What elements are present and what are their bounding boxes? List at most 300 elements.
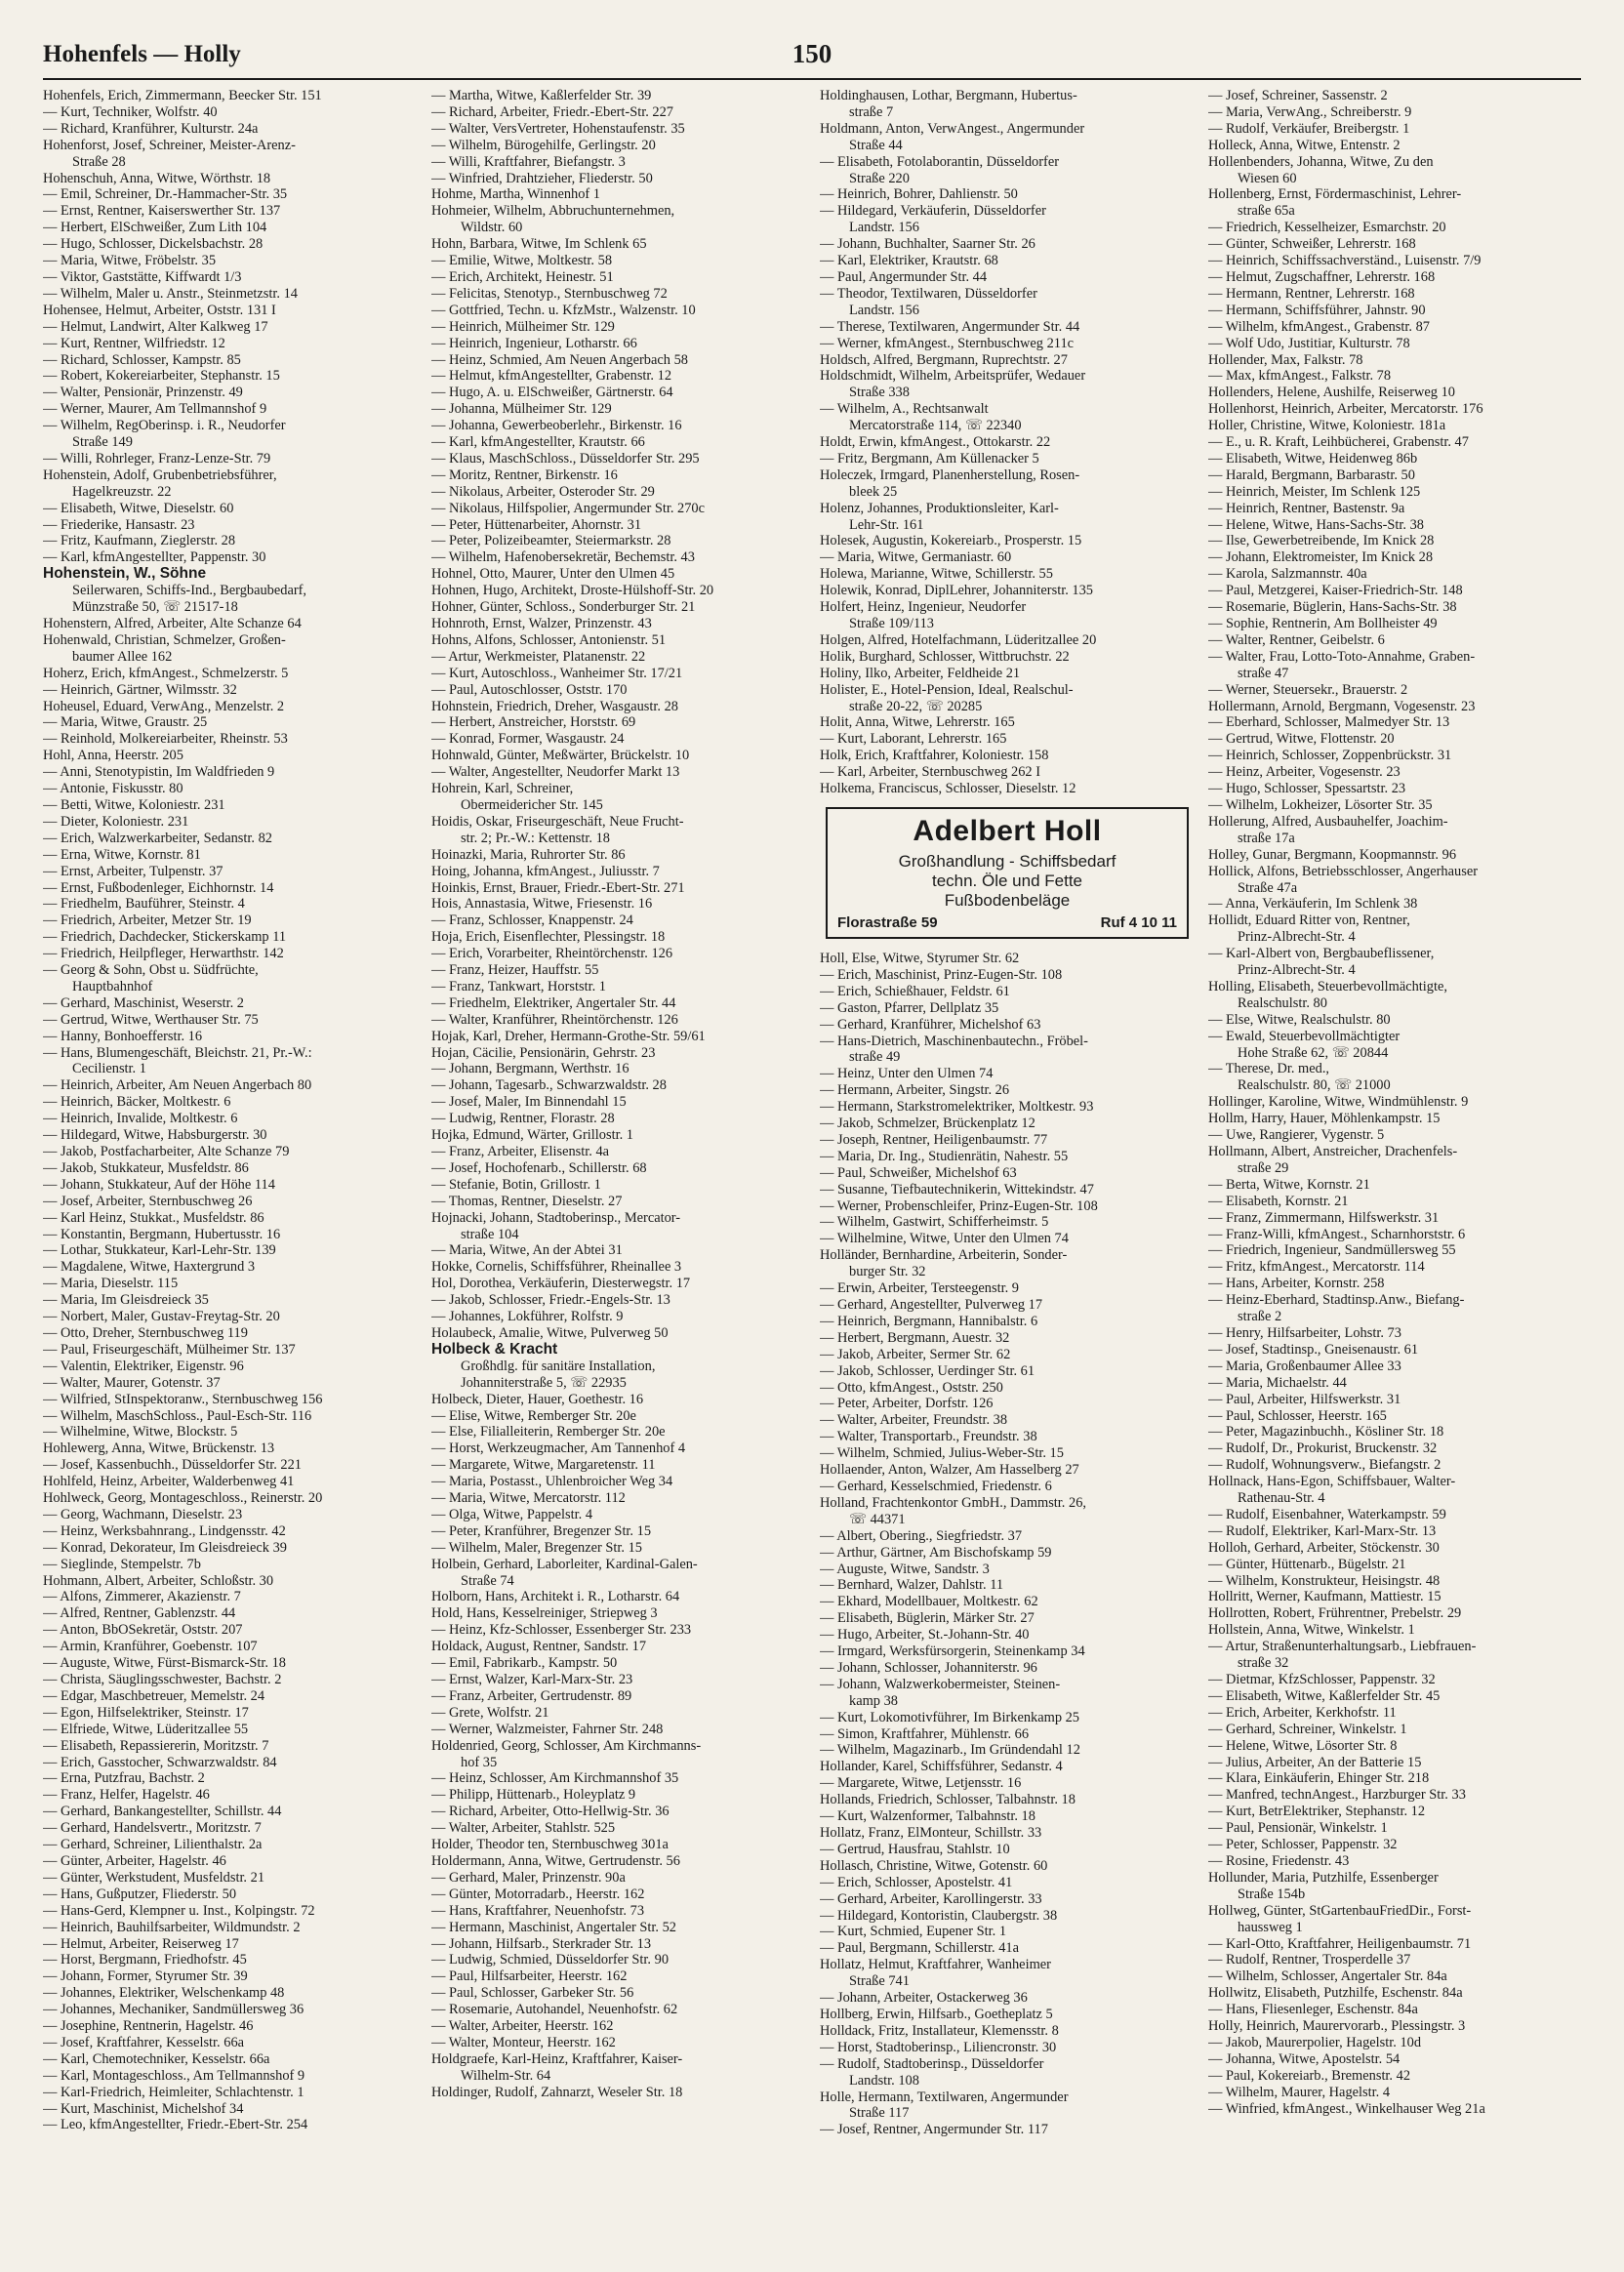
directory-entry: — Ernst, Rentner, Kaiserswerther Str. 137 (43, 203, 281, 220)
directory-entry: Hohlewerg, Anna, Witwe, Brückenstr. 13 (43, 1440, 275, 1457)
directory-entry: Hol, Dorothea, Verkäuferin, Diesterwegstr. 17 (431, 1276, 691, 1292)
directory-entry: — Hans, Fliesenleger, Eschenstr. 84a (1208, 2002, 1418, 2018)
directory-entry: Hollberg, Erwin, Hilfsarb., Goetheplatz 5 (820, 2006, 1053, 2022)
directory-entry: — Winfried, Drahtzieher, Fliederstr. 50 (431, 170, 653, 186)
directory-entry: — Karl, Arbeiter, Sternbuschweg 262 I (820, 764, 1041, 781)
directory-entry: — Elisabeth, Repassiererin, Moritzstr. 7 (43, 1737, 269, 1754)
directory-entry: — Fritz, kfmAngest., Mercatorstr. 114 (1208, 1259, 1425, 1276)
directory-entry: — Otto, kfmAngest., Oststr. 250 (820, 1379, 1003, 1396)
entry-continuation: Straße 117 (849, 2105, 910, 2122)
directory-entry: — Heinz, Werksbahnrang., Lindgensstr. 42 (43, 1522, 286, 1539)
directory-entry: — Gaston, Pfarrer, Dellplatz 35 (820, 999, 999, 1016)
directory-entry: — Karl, Chemotechniker, Kesselstr. 66a (43, 2050, 270, 2067)
directory-entry: Hollenberg, Ernst, Fördermaschinist, Lehrer- (1208, 186, 1462, 203)
directory-entry: — Bernhard, Walzer, Dahlstr. 11 (820, 1577, 1004, 1594)
directory-entry: — Kurt, Autoschloss., Wanheimer Str. 17/21 (431, 665, 683, 681)
entry-continuation: Landstr. 156 (849, 302, 919, 318)
directory-entry: — Kurt, Lokomotivführer, Im Birkenkamp 25 (820, 1709, 1080, 1725)
directory-entry: — Norbert, Maler, Gustav-Freytag-Str. 20 (43, 1309, 280, 1325)
directory-entry: — Maria, Postasst., Uhlenbroicher Weg 34 (431, 1474, 673, 1490)
directory-entry: Holdschmidt, Wilhelm, Arbeitsprüfer, Wedauer (820, 368, 1086, 385)
directory-entry: — Gerhard, Angestellter, Pulverweg 17 (820, 1297, 1043, 1313)
directory-entry: Holleck, Anna, Witwe, Entenstr. 2 (1208, 137, 1401, 153)
directory-entry: — Karl, Montageschloss., Am Tellmannshof 9 (43, 2067, 305, 2084)
directory-entry: — Josef, Schreiner, Sassenstr. 2 (1208, 88, 1388, 103)
directory-entry: — Jakob, Stukkateur, Musfeldstr. 86 (43, 1159, 249, 1176)
directory-entry: — Paul, Arbeiter, Hilfswerkstr. 31 (1208, 1391, 1401, 1407)
directory-entry: — Günter, Schweißer, Lehrerstr. 168 (1208, 236, 1416, 253)
directory-entry: Hoing, Johanna, kfmAngest., Juliusstr. 7 (431, 863, 660, 879)
entry-continuation: straße 104 (461, 1226, 519, 1242)
entry-continuation: Prinz-Albrecht-Str. 4 (1238, 929, 1356, 946)
ad-street: Florastraße 59 (837, 913, 938, 931)
directory-entry: Hollaender, Anton, Walzer, Am Hasselberg 27 (820, 1462, 1079, 1479)
directory-entry: — Jakob, Arbeiter, Sermer Str. 62 (820, 1346, 1011, 1362)
directory-entry: — Auguste, Witwe, Fürst-Bismarck-Str. 18 (43, 1655, 286, 1672)
directory-entry: — Moritz, Rentner, Birkenstr. 16 (431, 467, 618, 483)
directory-entry: Holbein, Gerhard, Laborleiter, Kardinal-Galen- (431, 1556, 698, 1572)
directory-entry: — Felicitas, Stenotyp., Sternbuschweg 72 (431, 285, 668, 302)
entry-continuation: Straße 28 (72, 153, 126, 170)
directory-entry: Holley, Gunar, Bergmann, Koopmannstr. 96 (1208, 846, 1457, 863)
directory-entry: — Heinrich, Schlosser, Zoppenbrückstr. 31 (1208, 748, 1452, 764)
directory-entry: — Robert, Kokereiarbeiter, Stephanstr. 15 (43, 368, 280, 385)
directory-entry: — Jakob, Schmelzer, Brückenplatz 12 (820, 1116, 1035, 1132)
directory-entry: Hollatz, Helmut, Kraftfahrer, Wanheimer (820, 1957, 1051, 1973)
directory-entry: — Heinrich, Schiffssachverständ., Luisenstr. 7/9 (1208, 253, 1482, 269)
entry-continuation: Straße 74 (461, 1572, 514, 1589)
directory-entry: — Gertrud, Witwe, Werthauser Str. 75 (43, 1011, 259, 1028)
directory-entry: — Richard, Arbeiter, Friedr.-Ebert-Str. 227 (431, 103, 674, 120)
directory-entry: Holdack, August, Rentner, Sandstr. 17 (431, 1639, 647, 1655)
directory-entry: — Hanny, Bonhoefferstr. 16 (43, 1028, 203, 1044)
directory-entry: — Margarete, Witwe, Letjensstr. 16 (820, 1775, 1022, 1792)
directory-entry: Hollidt, Eduard Ritter von, Rentner, (1208, 913, 1410, 929)
directory-entry: — Heinrich, Arbeiter, Am Neuen Angerbach 80 (43, 1077, 312, 1094)
directory-entry: — Johanna, Gewerbeoberlehr., Birkenstr. 16 (431, 418, 682, 434)
directory-entry: — Wilhelm, Schlosser, Angertaler Str. 84a (1208, 1968, 1447, 1985)
directory-entry: — Josef, Rentner, Angermunder Str. 117 (820, 2122, 1048, 2138)
directory-entry: — Ludwig, Schmied, Düsseldorfer Str. 90 (431, 1952, 670, 1968)
entry-continuation: Münzstraße 50, ☏ 21517-18 (72, 599, 238, 616)
directory-entry: — Franz-Willi, kfmAngest., Scharnhorststr. 6 (1208, 1226, 1466, 1242)
directory-entry: — Heinz, Arbeiter, Vogesenstr. 23 (1208, 764, 1401, 781)
directory-entry: — Reinhold, Molkereiarbeiter, Rheinstr. 53 (43, 731, 288, 748)
directory-entry: — Wilhelm, Konstrukteur, Heisingstr. 48 (1208, 1572, 1441, 1589)
directory-entry: — Lothar, Stukkateur, Karl-Lehr-Str. 139 (43, 1242, 276, 1259)
directory-entry: — Nikolaus, Arbeiter, Osteroder Str. 29 (431, 483, 655, 500)
directory-entry: — Anni, Stenotypistin, Im Waldfrieden 9 (43, 764, 275, 781)
directory-entry: — Ilse, Gewerbetreibende, Im Knick 28 (1208, 533, 1435, 549)
directory-entry: — Antonie, Fiskusstr. 80 (43, 781, 183, 797)
directory-entry: Hoinazki, Maria, Ruhrorter Str. 86 (431, 846, 626, 863)
directory-entry: — Rudolf, Eisenbahner, Waterkampstr. 59 (1208, 1506, 1446, 1522)
entry-continuation: straße 65a (1238, 203, 1295, 220)
directory-entry: — Kurt, Maschinist, Michelshof 34 (43, 2100, 244, 2117)
directory-entry: — Else, Witwe, Realschulstr. 80 (1208, 1011, 1391, 1028)
directory-entry: — Rudolf, Dr., Prokurist, Bruckenstr. 32 (1208, 1440, 1438, 1457)
directory-entry: — Wilhelmine, Witwe, Blockstr. 5 (43, 1424, 238, 1440)
entry-continuation: Mercatorstraße 114, ☏ 22340 (849, 418, 1022, 434)
directory-entry: — Julius, Arbeiter, An der Batterie 15 (1208, 1754, 1422, 1770)
entry-continuation: Rathenau-Str. 4 (1238, 1490, 1325, 1507)
directory-entry: — Wilhelm, Magazinarb., Im Gründendahl 12 (820, 1742, 1080, 1759)
directory-entry: Hollstein, Anna, Witwe, Winkelstr. 1 (1208, 1622, 1415, 1639)
directory-entry: — Max, kfmAngest., Falkstr. 78 (1208, 368, 1392, 385)
directory-entry: — Wilhelm, A., Rechtsanwalt (820, 401, 989, 418)
directory-entry: — Magdalene, Witwe, Haxtergrund 3 (43, 1259, 256, 1276)
directory-entry: — Wilhelm, Maler, Bregenzer Str. 15 (431, 1539, 642, 1556)
directory-entry: — Rudolf, Verkäufer, Breibergstr. 1 (1208, 120, 1410, 137)
directory-entry: — Franz, Heizer, Hauffstr. 55 (431, 962, 599, 979)
directory-entry: Hohlweck, Georg, Montageschloss., Reinerstr. 20 (43, 1490, 323, 1507)
ad-line: Fußbodenbeläge (944, 890, 1071, 910)
directory-entry: — Paul, Schlosser, Heerstr. 165 (1208, 1407, 1387, 1424)
directory-entry: — Heinrich, Invalide, Moltkestr. 6 (43, 1111, 238, 1127)
directory-entry: Holldack, Fritz, Installateur, Klemensstr. 8 (820, 2022, 1059, 2039)
directory-entry: — Paul, Hilfsarbeiter, Heerstr. 162 (431, 1968, 628, 1985)
directory-entry: — Hermann, Schiffsführer, Jahnstr. 90 (1208, 302, 1426, 318)
directory-entry: Hohl, Anna, Heerstr. 205 (43, 748, 183, 764)
directory-entry: — Henry, Hilfsarbeiter, Lohstr. 73 (1208, 1324, 1401, 1341)
directory-entry: Holit, Anna, Witwe, Lehrerstr. 165 (820, 714, 1015, 731)
directory-entry: — Dietmar, KfzSchlosser, Pappenstr. 32 (1208, 1672, 1436, 1687)
directory-entry: — Wilhelm, Maler u. Anstr., Steinmetzstr. 14 (43, 285, 298, 302)
entry-continuation: straße 2 (1238, 1309, 1282, 1325)
directory-entry: — Eberhard, Schlosser, Malmedyer Str. 13 (1208, 714, 1450, 731)
directory-entry: — Paul, Friseurgeschäft, Mülheimer Str. 137 (43, 1341, 296, 1358)
directory-entry: — Klara, Einkäuferin, Ehinger Str. 218 (1208, 1770, 1430, 1787)
directory-entry: — Johann, Elektromeister, Im Knick 28 (1208, 549, 1434, 566)
directory-entry: — Helmut, Arbeiter, Reiserweg 17 (43, 1935, 239, 1952)
directory-entry: — Heinrich, Mülheimer Str. 129 (431, 318, 615, 335)
directory-entry: — Karl-Friedrich, Heimleiter, Schlachtenstr. 1 (43, 2084, 304, 2100)
directory-entry: — Heinrich, Rentner, Bastenstr. 9a (1208, 500, 1405, 516)
directory-entry: — Franz, Arbeiter, Elisenstr. 4a (431, 1144, 610, 1159)
directory-entry: Hohnen, Hugo, Architekt, Droste-Hülshoff-Str. 20 (431, 583, 714, 599)
directory-entry: — Emilie, Witwe, Moltkestr. 58 (431, 253, 613, 269)
directory-entry: — Egon, Hilfselektriker, Steinstr. 17 (43, 1704, 249, 1721)
directory-entry: Hollasch, Christine, Witwe, Gotenstr. 60 (820, 1857, 1048, 1874)
directory-entry: Hollatz, Franz, ElMonteur, Schillstr. 33 (820, 1825, 1042, 1841)
page-number: 150 (792, 39, 832, 68)
directory-entry: — Leo, kfmAngestellter, Friedr.-Ebert-Str. 254 (43, 2117, 308, 2133)
directory-entry: — Paul, Schlosser, Garbeker Str. 56 (431, 1985, 634, 2002)
directory-entry: — Johann, Buchhalter, Saarner Str. 26 (820, 236, 1035, 253)
directory-entry: — Wilhelm, Maurer, Hagelstr. 4 (1208, 2084, 1391, 2100)
directory-entry: — Karl-Otto, Kraftfahrer, Heiligenbaumstr. 71 (1208, 1935, 1472, 1952)
directory-entry: — Erich, Gasstocher, Schwarzwaldstr. 84 (43, 1754, 277, 1770)
directory-entry: Holdenried, Georg, Schlosser, Am Kirchmanns- (431, 1737, 702, 1754)
directory-entry: Hohenforst, Josef, Schreiner, Meister-Arenz- (43, 137, 296, 153)
directory-entry: — Johann, Hilfsarb., Sterkrader Str. 13 (431, 1935, 652, 1952)
directory-entry: — Wilhelm, Schmied, Julius-Weber-Str. 15 (820, 1445, 1064, 1462)
directory-entry: Hoinkis, Ernst, Brauer, Friedr.-Ebert-Str. 271 (431, 879, 685, 896)
directory-entry: — Elisabeth, Witwe, Heidenweg 86b (1208, 450, 1418, 467)
directory-entry: — Walter, Transportarb., Freundstr. 38 (820, 1429, 1037, 1445)
directory-entry: — Therese, Dr. med., (1208, 1061, 1330, 1077)
directory-entry: — Alfred, Rentner, Gablenzstr. 44 (43, 1605, 236, 1622)
directory-entry: Hollwitz, Elisabeth, Putzhilfe, Eschenstr. 84a (1208, 1985, 1463, 2002)
entry-continuation: Straße 154b (1238, 1886, 1306, 1902)
directory-entry: — Rosemarie, Büglerin, Hans-Sachs-Str. 38 (1208, 599, 1457, 616)
directory-entry: — Karl, kfmAngestellter, Krautstr. 66 (431, 434, 645, 451)
directory-entry: — Hermann, Rentner, Lehrerstr. 168 (1208, 285, 1415, 302)
directory-entry: — Gottfried, Techn. u. KfzMstr., Walzenstr. 10 (431, 302, 696, 318)
directory-entry: — Walter, Pensionär, Prinzenstr. 49 (43, 385, 243, 401)
directory-entry: — Heinz, Kfz-Schlosser, Essenberger Str. 233 (431, 1622, 692, 1639)
directory-entry: Hohrein, Karl, Schreiner, (431, 781, 574, 797)
ad-line: techn. Öle und Fette (931, 871, 1083, 890)
directory-entry: — Friedrich, Dachdecker, Stickerskamp 11 (43, 929, 287, 946)
directory-entry: — Josef, Arbeiter, Sternbuschweg 26 (43, 1193, 253, 1209)
directory-entry: — Hugo, A. u. ElSchweißer, Gärtnerstr. 64 (431, 385, 673, 401)
directory-entry: Holly, Heinrich, Maurervorarb., Plessingstr. 3 (1208, 2018, 1466, 2035)
directory-entry: — Johann, Walzwerkobermeister, Steinen- (820, 1676, 1061, 1692)
directory-entry: — Karl-Albert von, Bergbaubeflissener, (1208, 946, 1435, 962)
directory-entry: — Walter, Arbeiter, Freundstr. 38 (820, 1412, 1008, 1429)
directory-entry: Hollermann, Arnold, Bergmann, Vogesenstr. 23 (1208, 698, 1476, 714)
directory-entry: — Anton, BbOSekretär, Oststr. 207 (43, 1622, 243, 1639)
directory-entry: Hollender, Max, Falkstr. 78 (1208, 351, 1363, 368)
directory-entry: Hollenders, Helene, Aushilfe, Reiserweg 10 (1208, 385, 1455, 401)
directory-entry: — Horst, Stadtoberinsp., Liliencronstr. 30 (820, 2039, 1057, 2055)
directory-entry: — Josef, Stadtinsp., Gneisenaustr. 61 (1208, 1341, 1419, 1358)
directory-entry: — Wilhelm, Bürogehilfe, Gerlingstr. 20 (431, 137, 656, 153)
directory-entry: — Walter, Maurer, Gotenstr. 37 (43, 1374, 221, 1391)
directory-entry: — Simon, Kraftfahrer, Mühlenstr. 66 (820, 1725, 1030, 1742)
directory-entry: — Ewald, Steuerbevollmächtigter (1208, 1028, 1401, 1044)
directory-entry: — Peter, Kranführer, Bregenzer Str. 15 (431, 1522, 652, 1539)
directory-entry: — Helmut, Zugschaffner, Lehrerstr. 168 (1208, 268, 1436, 285)
directory-entry: — Paul, Schweißer, Michelshof 63 (820, 1164, 1017, 1181)
directory-entry: — Heinrich, Ingenieur, Lotharstr. 66 (431, 335, 637, 351)
directory-entry: — Emil, Fabrikarb., Kampstr. 50 (431, 1655, 618, 1672)
directory-entry: — Franz, Schlosser, Knappenstr. 24 (431, 913, 633, 929)
directory-entry: Hollrotten, Robert, Frührentner, Prebelstr. 29 (1208, 1605, 1462, 1622)
entry-continuation: kamp 38 (849, 1692, 898, 1709)
directory-entry: — Kurt, Walzenformer, Talbahnstr. 18 (820, 1808, 1035, 1825)
firm-heading: Holbeck & Kracht (431, 1341, 558, 1358)
directory-entry: — Friedrich, Arbeiter, Metzer Str. 19 (43, 913, 252, 929)
directory-entry: — Elisabeth, Kornstr. 21 (1208, 1193, 1349, 1209)
column-4 (1208, 88, 1581, 2254)
directory-entry: — Johann, Arbeiter, Ostackerweg 36 (820, 1990, 1028, 2007)
directory-entry: — Maria, Witwe, Germaniastr. 60 (820, 549, 1012, 566)
directory-entry: — Viktor, Gaststätte, Kiffwardt 1/3 (43, 268, 242, 285)
directory-entry: — Helene, Witwe, Hans-Sachs-Str. 38 (1208, 516, 1424, 533)
directory-entry: — Günter, Arbeiter, Hagelstr. 46 (43, 1852, 226, 1869)
directory-entry: — Joseph, Rentner, Heiligenbaumstr. 77 (820, 1131, 1048, 1148)
directory-entry: — Franz, Arbeiter, Gertrudenstr. 89 (431, 1687, 632, 1704)
directory-entry: — Friedhelm, Elektriker, Angertaler Str. 44 (431, 994, 676, 1011)
directory-entry: — Dieter, Koloniestr. 231 (43, 813, 189, 830)
directory-entry: Hohenstein, Adolf, Grubenbetriebsführer, (43, 467, 277, 483)
directory-entry: — Hildegard, Verkäuferin, Düsseldorfer (820, 203, 1046, 220)
entry-continuation: Landstr. 108 (849, 2072, 919, 2089)
directory-entry: — Hans, Gußputzer, Fliederstr. 50 (43, 1886, 237, 1902)
directory-entry: — Günter, Hüttenarb., Bügelstr. 21 (1208, 1556, 1406, 1572)
directory-entry: — Paul, Kokereiarb., Bremenstr. 42 (1208, 2067, 1411, 2084)
directory-entry: — Paul, Bergmann, Schillerstr. 41a (820, 1940, 1019, 1957)
directory-entry: — Maria, VerwAng., Schreiberstr. 9 (1208, 103, 1412, 120)
directory-entry: — Walter, Frau, Lotto-Toto-Annahme, Graben- (1208, 648, 1476, 665)
directory-entry: — Ernst, Fußbodenleger, Eichhornstr. 14 (43, 879, 274, 896)
directory-entry: — Heinz, Schlosser, Am Kirchmannshof 35 (431, 1770, 679, 1787)
entry-continuation: burger Str. 32 (849, 1264, 926, 1280)
directory-entry: — Kurt, Laborant, Lehrerstr. 165 (820, 731, 1007, 748)
directory-entry: — Walter, Rentner, Geibelstr. 6 (1208, 631, 1385, 648)
directory-entry: — Rosine, Friedenstr. 43 (1208, 1852, 1350, 1869)
directory-entry: Holaubeck, Amalie, Witwe, Pulverweg 50 (431, 1324, 669, 1341)
directory-entry: — Jakob, Postfacharbeiter, Alte Schanze 79 (43, 1144, 290, 1159)
advertisement-box (826, 807, 1189, 939)
directory-entry: — Heinrich, Bergmann, Hannibalstr. 6 (820, 1313, 1038, 1329)
directory-entry: — Friedrich, Heilpfleger, Herwarthstr. 142 (43, 946, 284, 962)
directory-entry: Hollenbenders, Johanna, Witwe, Zu den (1208, 153, 1434, 170)
directory-entry: — Wilhelm, Gastwirt, Schifferheimstr. 5 (820, 1214, 1049, 1231)
directory-entry: — Hans, Blumengeschäft, Bleichstr. 21, Pr.-W.: (43, 1044, 312, 1061)
directory-entry: — Jakob, Schlosser, Friedr.-Engels-Str. 13 (431, 1292, 670, 1309)
directory-entry: — Maria, Großenbaumer Allee 33 (1208, 1358, 1401, 1374)
directory-entry: — Arthur, Gärtner, Am Bischofskamp 59 (820, 1544, 1052, 1561)
directory-entry: Hohns, Alfons, Schlosser, Antonienstr. 51 (431, 631, 667, 648)
page-header (43, 35, 1581, 80)
directory-entry: — Willi, Rohrleger, Franz-Lenze-Str. 79 (43, 450, 271, 467)
directory-entry: — Richard, Schlosser, Kampstr. 85 (43, 351, 241, 368)
directory-entry: — Werner, Maurer, Am Tellmannshof 9 (43, 401, 267, 418)
entry-continuation: Lehr-Str. 161 (849, 516, 924, 533)
directory-entry: — Erwin, Arbeiter, Tersteegenstr. 9 (820, 1280, 1019, 1297)
directory-entry: Hollritt, Werner, Kaufmann, Mattiestr. 15 (1208, 1589, 1441, 1605)
entry-continuation: straße 20-22, ☏ 20285 (849, 698, 983, 714)
directory-entry: — Herbert, Anstreicher, Horststr. 69 (431, 714, 636, 731)
directory-entry: — Günter, Motorradarb., Heerstr. 162 (431, 1886, 645, 1902)
directory-entry: — Sieglinde, Stempelstr. 7b (43, 1556, 201, 1572)
directory-entry: — Erich, Vorarbeiter, Rheintörchenstr. 126 (431, 946, 673, 962)
entry-continuation: str. 2; Pr.-W.: Kettenstr. 18 (461, 830, 610, 846)
directory-entry: — Ernst, Walzer, Karl-Marx-Str. 23 (431, 1672, 633, 1687)
directory-entry: Holle, Hermann, Textilwaren, Angermunder (820, 2089, 1069, 2105)
directory-entry: — Johannes, Lokführer, Rolfstr. 9 (431, 1309, 624, 1325)
directory-entry: — Gerhard, Maschinist, Weserstr. 2 (43, 994, 244, 1011)
directory-entry: — Erich, Schießhauer, Feldstr. 61 (820, 983, 1010, 999)
directory-entry: Hollander, Karel, Schiffsführer, Sedanstr. 4 (820, 1759, 1063, 1775)
directory-entry: Hold, Hans, Kesselreiniger, Striepweg 3 (431, 1605, 658, 1622)
directory-entry: — Winfried, kfmAngest., Winkelhauser Weg 21a (1208, 2100, 1485, 2117)
firm-heading: Hohenstein, W., Söhne (43, 566, 207, 583)
directory-entry: — Maria, Dieselstr. 115 (43, 1276, 179, 1292)
entry-continuation: Hagelkreuzstr. 22 (72, 483, 172, 500)
directory-entry: — Georg & Sohn, Obst u. Südfrüchte, (43, 962, 259, 979)
directory-entry: — E., u. R. Kraft, Leihbücherei, Grabenstr. 47 (1208, 434, 1469, 451)
directory-entry: Holiny, Ilko, Arbeiter, Feldheide 21 (820, 665, 1021, 681)
entry-continuation: straße 17a (1238, 830, 1295, 846)
directory-entry: Hojka, Edmund, Wärter, Grillostr. 1 (431, 1127, 633, 1144)
directory-entry: — Friedrich, Ingenieur, Sandmüllersweg 55 (1208, 1242, 1456, 1259)
directory-entry: Hollunder, Maria, Putzhilfe, Essenberger (1208, 1869, 1439, 1886)
directory-entry: — Erna, Putzfrau, Bachstr. 2 (43, 1770, 205, 1787)
directory-entry: Holeczek, Irmgard, Planenherstellung, Rosen- (820, 467, 1080, 483)
directory-entry: Hoidis, Oskar, Friseurgeschäft, Neue Frucht- (431, 813, 684, 830)
directory-entry: — Anna, Verkäuferin, Im Schlenk 38 (1208, 896, 1418, 913)
entry-continuation: straße 32 (1238, 1655, 1289, 1672)
entry-continuation: Straße 47a (1238, 879, 1298, 896)
directory-entry: Holdt, Erwin, kfmAngest., Ottokarstr. 22 (820, 434, 1051, 451)
directory-entry: Holewa, Marianne, Witwe, Schillerstr. 55 (820, 566, 1053, 583)
directory-entry: — Rosemarie, Autohandel, Neuenhofstr. 62 (431, 2002, 678, 2018)
entry-continuation: Realschulstr. 80 (1238, 994, 1327, 1011)
directory-entry: Hojnacki, Johann, Stadtoberinsp., Mercator- (431, 1209, 681, 1226)
directory-entry: Hojan, Cäcilie, Pensionärin, Gehrstr. 23 (431, 1044, 656, 1061)
directory-entry: — Helene, Witwe, Lösorter Str. 8 (1208, 1737, 1398, 1754)
directory-entry: Hoheusel, Eduard, VerwAng., Menzelstr. 2 (43, 698, 285, 714)
directory-entry: — Gerhard, Schreiner, Winkelstr. 1 (1208, 1721, 1407, 1737)
directory-entry: — Olga, Witwe, Pappelstr. 4 (431, 1506, 593, 1522)
directory-entry: — Peter, Polizeibeamter, Steiermarkstr. 28 (431, 533, 671, 549)
directory-entry: Hohmeier, Wilhelm, Abbruchunternehmen, (431, 203, 675, 220)
directory-entry: — Paul, Pensionär, Winkelstr. 1 (1208, 1820, 1388, 1837)
directory-entry: — Wilhelm, Hafenobersekretär, Bechemstr. 43 (431, 549, 695, 566)
entry-continuation: Straße 149 (72, 434, 133, 451)
directory-entry: Hollick, Alfons, Betriebsschlosser, Angerhauser (1208, 863, 1478, 879)
directory-entry: — Stefanie, Botin, Grillostr. 1 (431, 1176, 601, 1193)
entry-continuation: Johanniterstraße 5, ☏ 22935 (461, 1374, 627, 1391)
ad-line: Großhandlung - Schiffsbedarf (898, 851, 1116, 871)
directory-entry: — Rudolf, Stadtoberinsp., Düsseldorfer (820, 2055, 1044, 2072)
directory-entry: Holdinger, Rudolf, Zahnarzt, Weseler Str. 18 (431, 2084, 683, 2100)
directory-entry: — Karola, Salzmannstr. 40a (1208, 566, 1367, 583)
directory-entry: Hohnstein, Friedrich, Dreher, Wasgaustr. 28 (431, 698, 678, 714)
directory-entry: — Uwe, Rangierer, Vygenstr. 5 (1208, 1127, 1385, 1144)
directory-entry: — Friederike, Hansastr. 23 (43, 516, 195, 533)
directory-entry: Hohme, Martha, Winnenhof 1 (431, 186, 601, 203)
directory-entry: Hohenstern, Alfred, Arbeiter, Alte Schanze 64 (43, 616, 302, 631)
directory-entry: — Erich, Maschinist, Prinz-Eugen-Str. 108 (820, 966, 1063, 983)
directory-entry: — Maria, Dr. Ing., Studienrätin, Nahestr. 55 (820, 1148, 1069, 1164)
directory-entry: Holenz, Johannes, Produktionsleiter, Karl- (820, 500, 1059, 516)
entry-continuation: Großhdlg. für sanitäre Installation, (461, 1358, 656, 1374)
entry-continuation: hof 35 (461, 1754, 498, 1770)
ad-footer (837, 914, 1177, 931)
directory-entry: — Valentin, Elektriker, Eigenstr. 96 (43, 1358, 244, 1374)
directory-entry: Holder, Theodor ten, Sternbuschweg 301a (431, 1837, 669, 1853)
directory-entry: — Elisabeth, Fotolaborantin, Düsseldorfer (820, 153, 1059, 170)
directory-entry: — Werner, kfmAngest., Sternbuschweg 211c (820, 335, 1075, 351)
directory-entry: — Grete, Wolfstr. 21 (431, 1704, 549, 1721)
directory-entry: — Wilhelm, kfmAngest., Grabenstr. 87 (1208, 318, 1430, 335)
directory-entry: Hois, Annastasia, Witwe, Friesenstr. 16 (431, 896, 653, 913)
directory-entry: Hojak, Karl, Dreher, Hermann-Grothe-Str. 59/61 (431, 1028, 706, 1044)
directory-entry: — Margarete, Witwe, Margaretenstr. 11 (431, 1457, 656, 1474)
entry-continuation: Straße 220 (849, 170, 910, 186)
directory-entry: — Willi, Kraftfahrer, Biefangstr. 3 (431, 153, 626, 170)
directory-entry: — Armin, Kranführer, Goebenstr. 107 (43, 1639, 258, 1655)
entry-continuation: Realschulstr. 80, ☏ 21000 (1238, 1077, 1391, 1094)
directory-entry: — Horst, Bergmann, Friedhofstr. 45 (43, 1952, 247, 1968)
directory-entry: Hollerung, Alfred, Ausbauhelfer, Joachim- (1208, 813, 1448, 830)
directory-entry: Holl, Else, Witwe, Styrumer Str. 62 (820, 950, 1020, 966)
directory-entry: — Johanna, Mülheimer Str. 129 (431, 401, 612, 418)
directory-entry: — Elise, Witwe, Remberger Str. 20e (431, 1407, 636, 1424)
directory-entry: — Susanne, Tiefbautechnikerin, Wittekindstr. 47 (820, 1181, 1094, 1197)
entry-continuation: Wilhelm-Str. 64 (461, 2067, 551, 2084)
directory-entry: — Heinrich, Bauhilfsarbeiter, Wildmundstr. 2 (43, 1919, 301, 1935)
directory-entry: — Hermann, Arbeiter, Singstr. 26 (820, 1082, 1010, 1099)
directory-entry: — Wilhelmine, Witwe, Unter den Ulmen 74 (820, 1231, 1069, 1247)
directory-entry: Holkema, Franciscus, Schlosser, Dieselstr. 12 (820, 781, 1076, 797)
entry-continuation: Hohe Straße 62, ☏ 20844 (1238, 1044, 1389, 1061)
